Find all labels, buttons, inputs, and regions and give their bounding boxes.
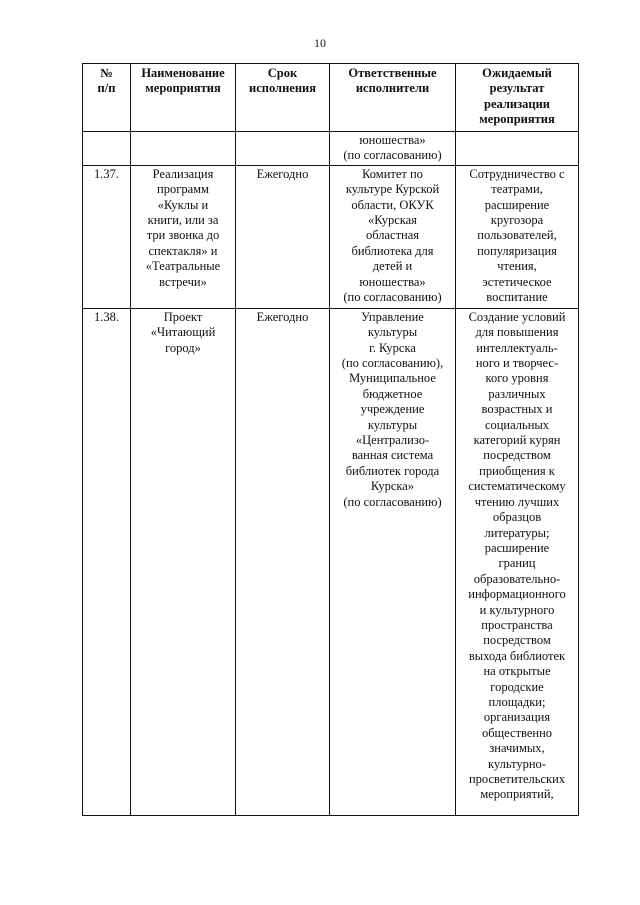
cell-line: посредством [483, 633, 551, 648]
cell-line: Курска» [370, 479, 415, 494]
cell-line: на открытые [483, 664, 551, 679]
cell-line: ного и творчес- [475, 356, 559, 371]
cell-line: категорий курян [473, 433, 561, 448]
cell-line: городские [490, 679, 544, 694]
cell-line: культурно- [488, 756, 546, 771]
cell-line: театрами, [491, 182, 543, 197]
cell-line: бюджетное [362, 386, 423, 401]
cell-line: культуры [367, 417, 418, 432]
cell-line: (по согласованию) [343, 148, 442, 163]
cell-line: областная [365, 228, 420, 243]
cell-event-name [131, 132, 236, 166]
cell-line: чтению лучших [474, 494, 560, 509]
cell-line: литературы; [484, 525, 550, 540]
cell-line: социальных [484, 417, 550, 432]
events-table [82, 63, 579, 816]
cell-line: результат [489, 81, 545, 96]
header-event-name [131, 64, 236, 132]
cell-line: просветительских [468, 772, 566, 786]
cell-line: «Централизо- [355, 433, 430, 448]
cell-line: пространства [481, 617, 553, 632]
cell-line: книги, или за [147, 213, 219, 228]
cell-line: № [100, 66, 113, 80]
cell-line: значимых, [489, 741, 545, 756]
page-number: 10 [314, 36, 326, 50]
table-row-continuation [83, 132, 579, 166]
cell-line: Наименование [141, 66, 225, 80]
cell-line: границ [498, 556, 536, 571]
cell-line: интеллектуаль- [476, 340, 558, 355]
cell-line: мероприятия [145, 81, 221, 96]
cell-term [236, 132, 330, 166]
cell-expected-result [456, 308, 579, 815]
cell-line: популяризация [477, 243, 557, 258]
cell-line: Срок [267, 66, 298, 80]
cell-number [83, 132, 131, 166]
cell-number: 1.37. [83, 165, 131, 308]
cell-line: расширение [484, 540, 550, 555]
cell-line: для повышения [475, 325, 559, 340]
cell-line: различных [488, 386, 546, 401]
cell-line: Ожидаемый [482, 66, 552, 80]
header-term [236, 64, 330, 132]
cell-line: систематическому [468, 479, 566, 494]
cell-event-name [131, 165, 236, 308]
cell-executors [330, 308, 456, 815]
table-row [83, 165, 579, 308]
cell-line: общественно [481, 725, 553, 740]
cell-line: кого уровня [485, 371, 549, 386]
cell-line: чтения, [497, 259, 537, 274]
cell-line: спектакля» и [148, 243, 218, 258]
cell-line: город» [165, 340, 201, 355]
cell-line: библиотек города [345, 463, 440, 478]
cell-line: и культурного [479, 602, 555, 617]
cell-line: учреждение [360, 402, 425, 417]
cell-line: Сотрудничество с [469, 166, 565, 181]
header-expected-result [456, 64, 579, 132]
cell-executors [330, 165, 456, 308]
cell-line: Управление [361, 309, 424, 324]
cell-event-name [131, 308, 236, 815]
cell-term: Ежегодно [236, 308, 330, 815]
table-row [83, 308, 579, 815]
cell-expected-result [456, 165, 579, 308]
cell-line: (по согласованию) [343, 290, 442, 305]
cell-line: Проект [163, 309, 203, 324]
header-executors [330, 64, 456, 132]
cell-line: юношества» [359, 274, 426, 289]
cell-line: культуре Курской [345, 182, 440, 197]
cell-line: кругозора [490, 213, 544, 228]
cell-line: приобщения к [479, 463, 555, 478]
cell-line: библиотека для [351, 243, 434, 258]
cell-line: программ [157, 182, 209, 197]
cell-line: три звонка до [146, 228, 220, 243]
header-number [83, 64, 131, 132]
cell-executors [330, 132, 456, 166]
cell-line: мероприятия [479, 112, 555, 127]
cell-term: Ежегодно [236, 165, 330, 308]
cell-line: ванная система [351, 448, 434, 463]
cell-line: области, ОКУК [351, 197, 434, 212]
cell-line: (по согласованию), [341, 356, 444, 371]
cell-line: п/п [97, 81, 116, 96]
cell-line: «Куклы и [157, 197, 209, 212]
cell-line: информационного [468, 587, 566, 602]
cell-line: реализации [484, 96, 550, 111]
cell-line: детей и [372, 259, 413, 274]
cell-line: эстетическое [482, 274, 552, 289]
cell-line: мероприятий, [480, 787, 554, 802]
cell-line: Реализация [152, 166, 214, 181]
cell-line: Муниципальное [349, 371, 436, 386]
cell-line: образцов [492, 510, 542, 525]
cell-line: организация [483, 710, 551, 725]
cell-line: Комитет по [362, 166, 423, 181]
cell-line: возрастных и [481, 402, 553, 417]
cell-line: посредством [483, 448, 551, 463]
cell-line: г. Курска [369, 340, 416, 355]
table-header-row [83, 64, 579, 132]
cell-number: 1.38. [83, 308, 131, 815]
cell-line: исполнители [355, 81, 430, 96]
cell-line: выхода библиотек [468, 648, 566, 663]
cell-line: площадки; [488, 694, 546, 709]
cell-line: «Читающий [150, 325, 216, 340]
cell-line: юношества» [359, 133, 426, 147]
cell-line: «Курская [368, 213, 417, 228]
cell-line: (по согласованию) [343, 494, 442, 509]
cell-line: расширение [484, 197, 550, 212]
cell-line: пользователей, [477, 228, 557, 243]
cell-line: культуры [367, 325, 418, 340]
cell-line: Ответственные [348, 66, 437, 80]
cell-line: исполнения [249, 81, 316, 96]
cell-line: образовательно- [473, 571, 561, 586]
cell-line: воспитание [486, 290, 548, 305]
cell-line: Создание условий [468, 309, 566, 324]
cell-expected-result [456, 132, 579, 166]
cell-line: встречи» [159, 274, 207, 289]
cell-line: «Театральные [145, 259, 221, 274]
